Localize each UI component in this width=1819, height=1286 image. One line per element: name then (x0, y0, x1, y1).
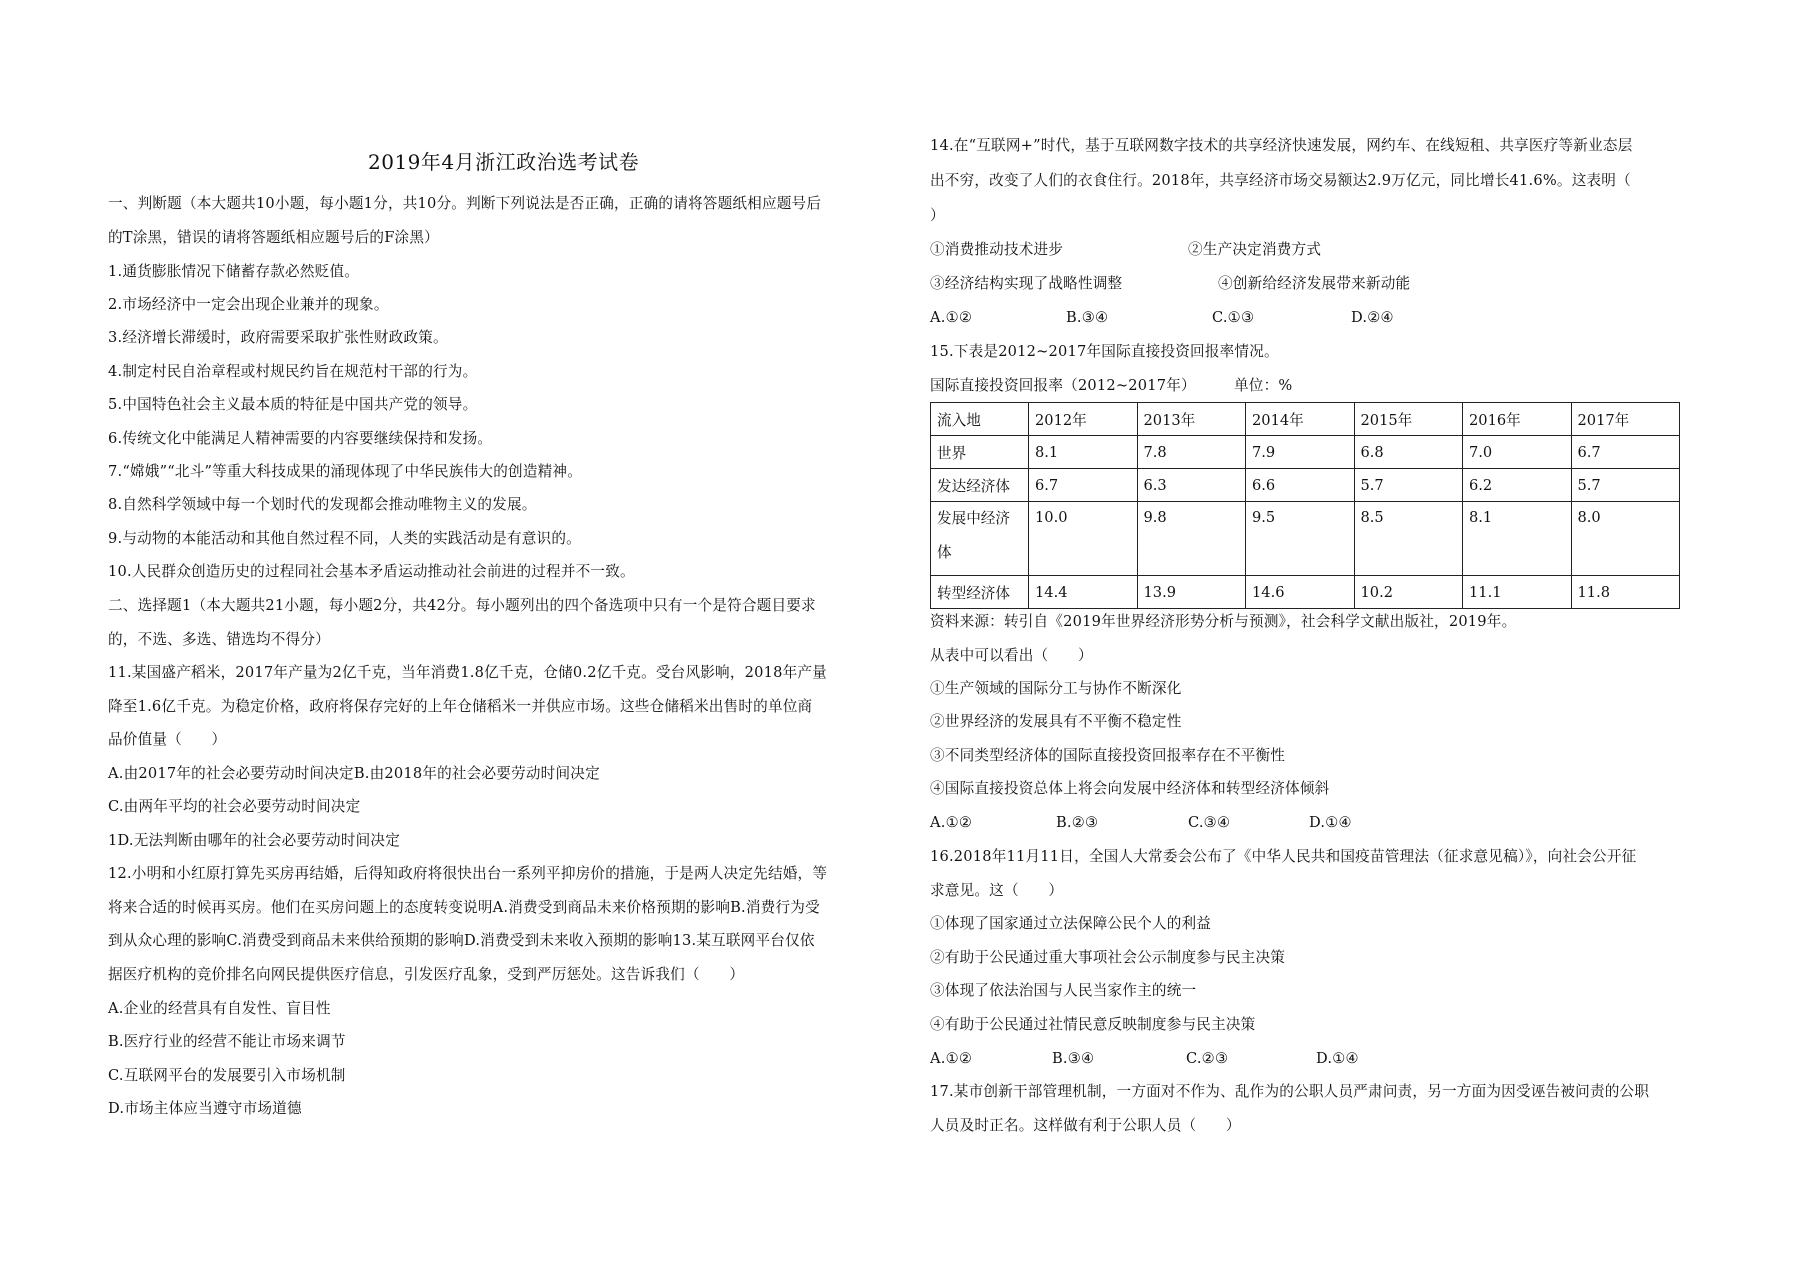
text-line: 2.市场经济中一定会出现企业兼并的现象。 (108, 296, 389, 313)
table-header-cell: 2016年 (1463, 403, 1572, 436)
text-line: 求意见。这（ ） (930, 882, 1064, 899)
text-line: B.医疗行业的经营不能让市场来调节 (108, 1033, 346, 1050)
table-caption: 国际直接投资回报率（2012~2017年） (930, 377, 1196, 394)
text-line: ③体现了依法治国与人民当家作主的统一 (930, 982, 1197, 999)
text-line: ③不同类型经济体的国际直接投资回报率存在不平衡性 (930, 747, 1286, 764)
table-row (931, 469, 1680, 502)
text-line: 二、选择题1（本大题共21小题，每小题2分，共42分。每小题列出的四个备选项中只有一个是符合题目要求 (108, 597, 816, 614)
q14-choice-a: A.①② (930, 309, 973, 326)
text-line: ①生产领域的国际分工与协作不断深化 (930, 680, 1182, 697)
table-row (931, 436, 1680, 469)
table-cell: 8.0 (1571, 502, 1680, 576)
table-cell: 6.2 (1463, 469, 1572, 502)
q14-choice-b: B.③④ (1066, 309, 1109, 326)
table-cell: 14.6 (1246, 576, 1355, 609)
text-line: ②世界经济的发展具有不平衡不稳定性 (930, 713, 1182, 730)
text-line: 从表中可以看出（ ） (930, 647, 1093, 664)
text-line: 出不穷，改变了人们的衣食住行。2018年，共享经济市场交易额达2.9万亿元，同比增长41.6%。这表明（ (930, 172, 1631, 189)
q14-choice-c: C.①③ (1212, 309, 1255, 326)
table-header-row (931, 403, 1680, 436)
text-line: ） (930, 207, 945, 224)
table-cell: 5.7 (1354, 469, 1463, 502)
text-line: A.企业的经营具有自发性、盲目性 (108, 1000, 331, 1017)
table-header-cell: 流入地 (931, 403, 1029, 436)
table-cell: 6.6 (1246, 469, 1355, 502)
text-line: 17.某市创新干部管理机制，一方面对不作为、乱作为的公职人员严肃问责，另一方面为因受诬告被问责的公职 (930, 1083, 1650, 1100)
text-line: 一、判断题（本大题共10小题，每小题1分，共10分。判断下列说法是否正确，正确的请将答题纸相应题号后 (108, 195, 822, 212)
text-line: A.由2017年的社会必要劳动时间决定B.由2018年的社会必要劳动时间决定 (108, 765, 600, 782)
text-line: ②有助于公民通过重大事项社会公示制度参与民主决策 (930, 949, 1286, 966)
text-line: C.由两年平均的社会必要劳动时间决定 (108, 798, 361, 815)
text-line: 16.2018年11月11日，全国人大常委会公布了《中华人民共和国疫苗管理法（征求意见稿）》，向社会公开征 (930, 848, 1637, 865)
q14-option-2: ②生产决定消费方式 (1188, 241, 1322, 258)
table-cell: 发达经济体 (931, 469, 1029, 502)
table-source: 资料来源：转引自《2019年世界经济形势分析与预测》，社会科学文献出版社，2019年。 (930, 613, 1517, 630)
table-cell: 7.9 (1246, 436, 1355, 469)
text-line: 据医疗机构的竞价排名向网民提供医疗信息，引发医疗乱象，受到严厉惩处。这告诉我们（ ） (108, 966, 745, 983)
q15-choice-d: D.①④ (1309, 814, 1352, 831)
text-line: ④国际直接投资总体上将会向发展中经济体和转型经济体倾斜 (930, 780, 1330, 797)
table-cell: 世界 (931, 436, 1029, 469)
q14-option-1: ①消费推动技术进步 (930, 241, 1064, 258)
table-cell: 8.1 (1463, 502, 1572, 576)
text-line: 9.与动物的本能活动和其他自然过程不同，人类的实践活动是有意识的。 (108, 530, 581, 547)
text-line: ④有助于公民通过社情民意反映制度参与民主决策 (930, 1016, 1256, 1033)
table-cell: 11.8 (1571, 576, 1680, 609)
text-line: 12.小明和小红原打算先买房再结婚，后得知政府将很快出台一系列平抑房价的措施，于是两人决定先结婚，等 (108, 865, 828, 882)
text-line: 8.自然科学领域中每一个划时代的发现都会推动唯物主义的发展。 (108, 496, 537, 513)
table-cell: 9.8 (1137, 502, 1246, 576)
q15-choice-b: B.②③ (1056, 814, 1099, 831)
text-line: 6.传统文化中能满足人精神需要的内容要继续保持和发扬。 (108, 430, 493, 447)
q16-choice-a: A.①② (930, 1050, 973, 1067)
text-line: 3.经济增长滞缓时，政府需要采取扩张性财政政策。 (108, 329, 448, 346)
table-unit: 单位：% (1234, 377, 1293, 394)
q14-choice-d: D.②④ (1351, 309, 1394, 326)
q15-choice-a: A.①② (930, 814, 973, 831)
text-line: 10.人民群众创造历史的过程同社会基本矛盾运动推动社会前进的过程并不一致。 (108, 563, 635, 580)
table-cell: 7.8 (1137, 436, 1246, 469)
q15-intro: 15.下表是2012~2017年国际直接投资回报率情况。 (930, 343, 1279, 360)
table-header-cell: 2014年 (1246, 403, 1355, 436)
table-cell: 6.7 (1571, 436, 1680, 469)
table-cell: 6.8 (1354, 436, 1463, 469)
table-cell: 发展中经济体 (931, 502, 1029, 576)
table-cell: 转型经济体 (931, 576, 1029, 609)
q16-choice-c: C.②③ (1186, 1050, 1229, 1067)
text-line: 人员及时正名。这样做有利于公职人员（ ） (930, 1117, 1241, 1134)
table-cell: 11.1 (1463, 576, 1572, 609)
text-line: 5.中国特色社会主义最本质的特征是中国共产党的领导。 (108, 396, 478, 413)
table-header-cell: 2013年 (1137, 403, 1246, 436)
q16-choice-d: D.①④ (1316, 1050, 1359, 1067)
text-line: D.市场主体应当遵守市场道德 (108, 1100, 302, 1117)
table-cell: 10.0 (1029, 502, 1138, 576)
q14-option-3: ③经济结构实现了战略性调整 (930, 275, 1123, 292)
q15-choice-c: C.③④ (1188, 814, 1231, 831)
table-cell: 6.3 (1137, 469, 1246, 502)
table-cell: 5.7 (1571, 469, 1680, 502)
text-line: 7.“嫦娥”“北斗”等重大科技成果的涌现体现了中华民族伟大的创造精神。 (108, 463, 582, 480)
table-header-cell: 2012年 (1029, 403, 1138, 436)
table-row (931, 502, 1680, 576)
text-line: 1.通货膨胀情况下储蓄存款必然贬值。 (108, 263, 360, 280)
text-line: 11.某国盛产稻米，2017年产量为2亿千克，当年消费1.8亿千克，仓储0.2亿千克。受台风影响，2018年产量 (108, 664, 827, 681)
table-cell: 10.2 (1354, 576, 1463, 609)
text-line: 4.制定村民自治章程或村规民约旨在规范村干部的行为。 (108, 363, 478, 380)
text-line: ①体现了国家通过立法保障公民个人的利益 (930, 915, 1212, 932)
table-cell: 8.1 (1029, 436, 1138, 469)
table-row (931, 576, 1680, 609)
text-line: 将来合适的时候再买房。他们在买房问题上的态度转变说明A.消费受到商品未来价格预期的影响B.消费行为受 (108, 899, 820, 916)
table-cell: 9.5 (1246, 502, 1355, 576)
q16-choice-b: B.③④ (1052, 1050, 1095, 1067)
text-line: 品价值量（ ） (108, 731, 227, 748)
table-header-cell: 2015年 (1354, 403, 1463, 436)
return-rate-table (930, 402, 1680, 609)
q14-option-4: ④创新给经济发展带来新动能 (1218, 275, 1411, 292)
text-line: 14.在“互联网+”时代，基于互联网数字技术的共享经济快速发展，网约车、在线短租、共享医疗等新业态层 (930, 137, 1633, 154)
table-cell: 7.0 (1463, 436, 1572, 469)
table-cell: 13.9 (1137, 576, 1246, 609)
page-title: 2019年4月浙江政治选考试卷 (368, 150, 640, 174)
text-line: 到从众心理的影响C.消费受到商品未来供给预期的影响D.消费受到未来收入预期的影响13.某互联网平台仅依 (108, 932, 815, 949)
text-line: C.互联网平台的发展要引入市场机制 (108, 1067, 346, 1084)
text-line: 的T涂黑，错误的请将答题纸相应题号后的F涂黑） (108, 229, 439, 246)
table-cell: 14.4 (1029, 576, 1138, 609)
text-line: 降至1.6亿千克。为稳定价格，政府将保存完好的上年仓储稻米一并供应市场。这些仓储稻米出售时的单位商 (108, 698, 813, 715)
table-cell: 6.7 (1029, 469, 1138, 502)
text-line: 的，不选、多选、错选均不得分） (108, 631, 330, 648)
text-line: 1D.无法判断由哪年的社会必要劳动时间决定 (108, 832, 400, 849)
table-header-cell: 2017年 (1571, 403, 1680, 436)
table-cell: 8.5 (1354, 502, 1463, 576)
